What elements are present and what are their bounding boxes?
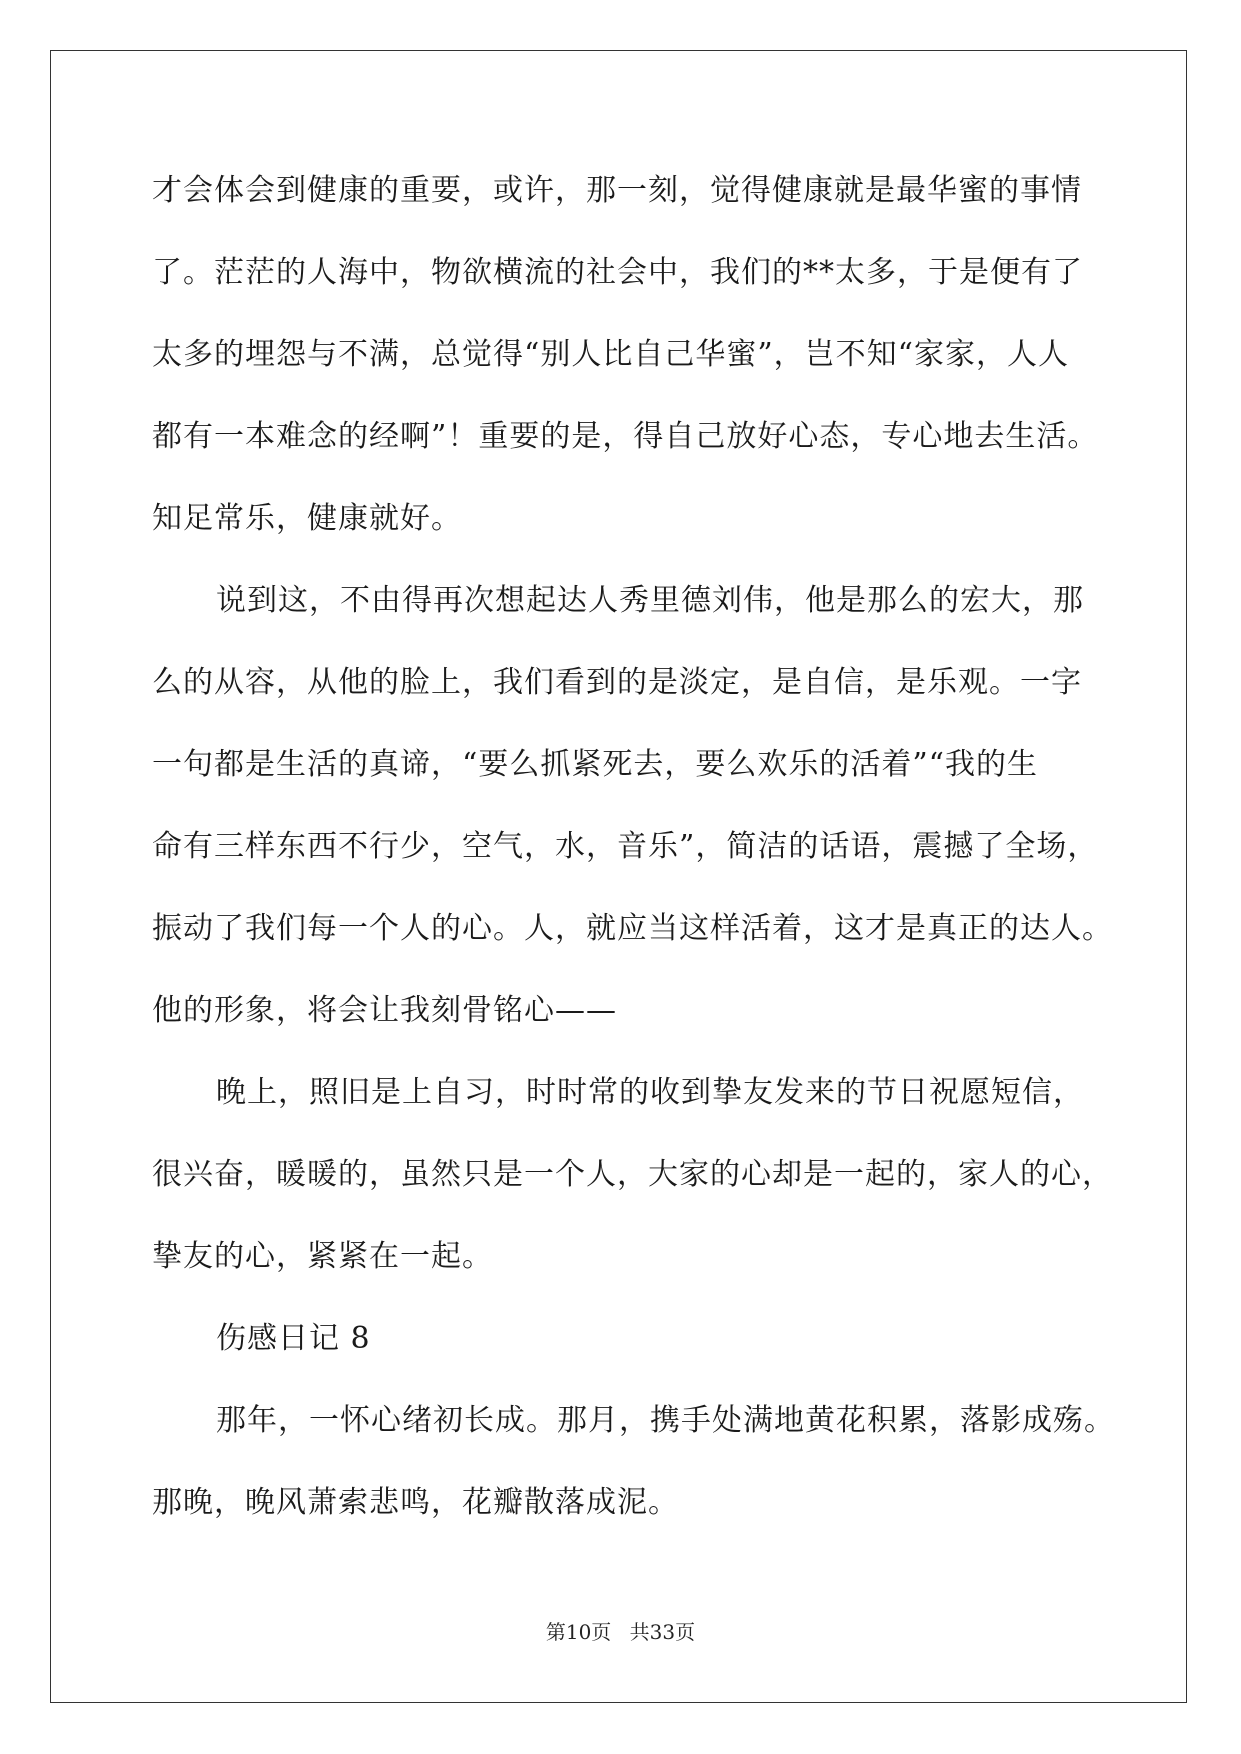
text-line: 太多的埋怨与不满，总觉得“别人比自己华蜜”，岂不知“家家，人人 xyxy=(152,337,1070,372)
paragraph-start-line: 说到这，不由得再次想起达人秀里德刘伟，他是那么的宏大，那 xyxy=(216,583,1084,618)
text-line: 一句都是生活的真谛，“要么抓紧死去，要么欢乐的活着”“我的生 xyxy=(152,747,1039,782)
page-total: 共33页 xyxy=(629,1620,696,1644)
text-line: 振动了我们每一个人的心。人，就应当这样活着，这才是真正的达人。 xyxy=(152,911,1113,946)
section-heading: 伤感日记 8 xyxy=(216,1321,371,1356)
page-footer xyxy=(0,1616,1241,1645)
text-line: 知足常乐，健康就好。 xyxy=(152,501,462,536)
paragraph-start-line: 晚上，照旧是上自习，时时常的收到挚友发来的节日祝愿短信， xyxy=(216,1075,1084,1110)
text-line: 才会体会到健康的重要，或许，那一刻，觉得健康就是最华蜜的事情 xyxy=(152,173,1082,208)
document-body xyxy=(152,161,1115,1555)
paragraph-start-line: 那年，一怀心绪初长成。那月，携手处满地黄花积累，落影成殇。 xyxy=(216,1403,1115,1438)
page-number: 第10页 xyxy=(545,1620,612,1644)
text-line: 了。茫茫的人海中，物欲横流的社会中，我们的**太多，于是便有了 xyxy=(152,255,1083,290)
text-line: 他的形象，将会让我刻骨铭心—— xyxy=(152,993,617,1028)
text-line: 挚友的心，紧紧在一起。 xyxy=(152,1239,493,1274)
text-line: 命有三样东西不行少，空气，水，音乐”，简洁的话语，震撼了全场， xyxy=(152,829,1099,864)
text-line: 很兴奋，暖暖的，虽然只是一个人，大家的心却是一起的，家人的心， xyxy=(152,1157,1113,1192)
text-line: 都有一本难念的经啊”！重要的是，得自己放好心态，专心地去生活。 xyxy=(152,419,1099,454)
text-line: 那晚，晚风萧索悲鸣，花瓣散落成泥。 xyxy=(152,1485,679,1520)
text-line: 么的从容，从他的脸上，我们看到的是淡定，是自信，是乐观。一字 xyxy=(152,665,1082,700)
